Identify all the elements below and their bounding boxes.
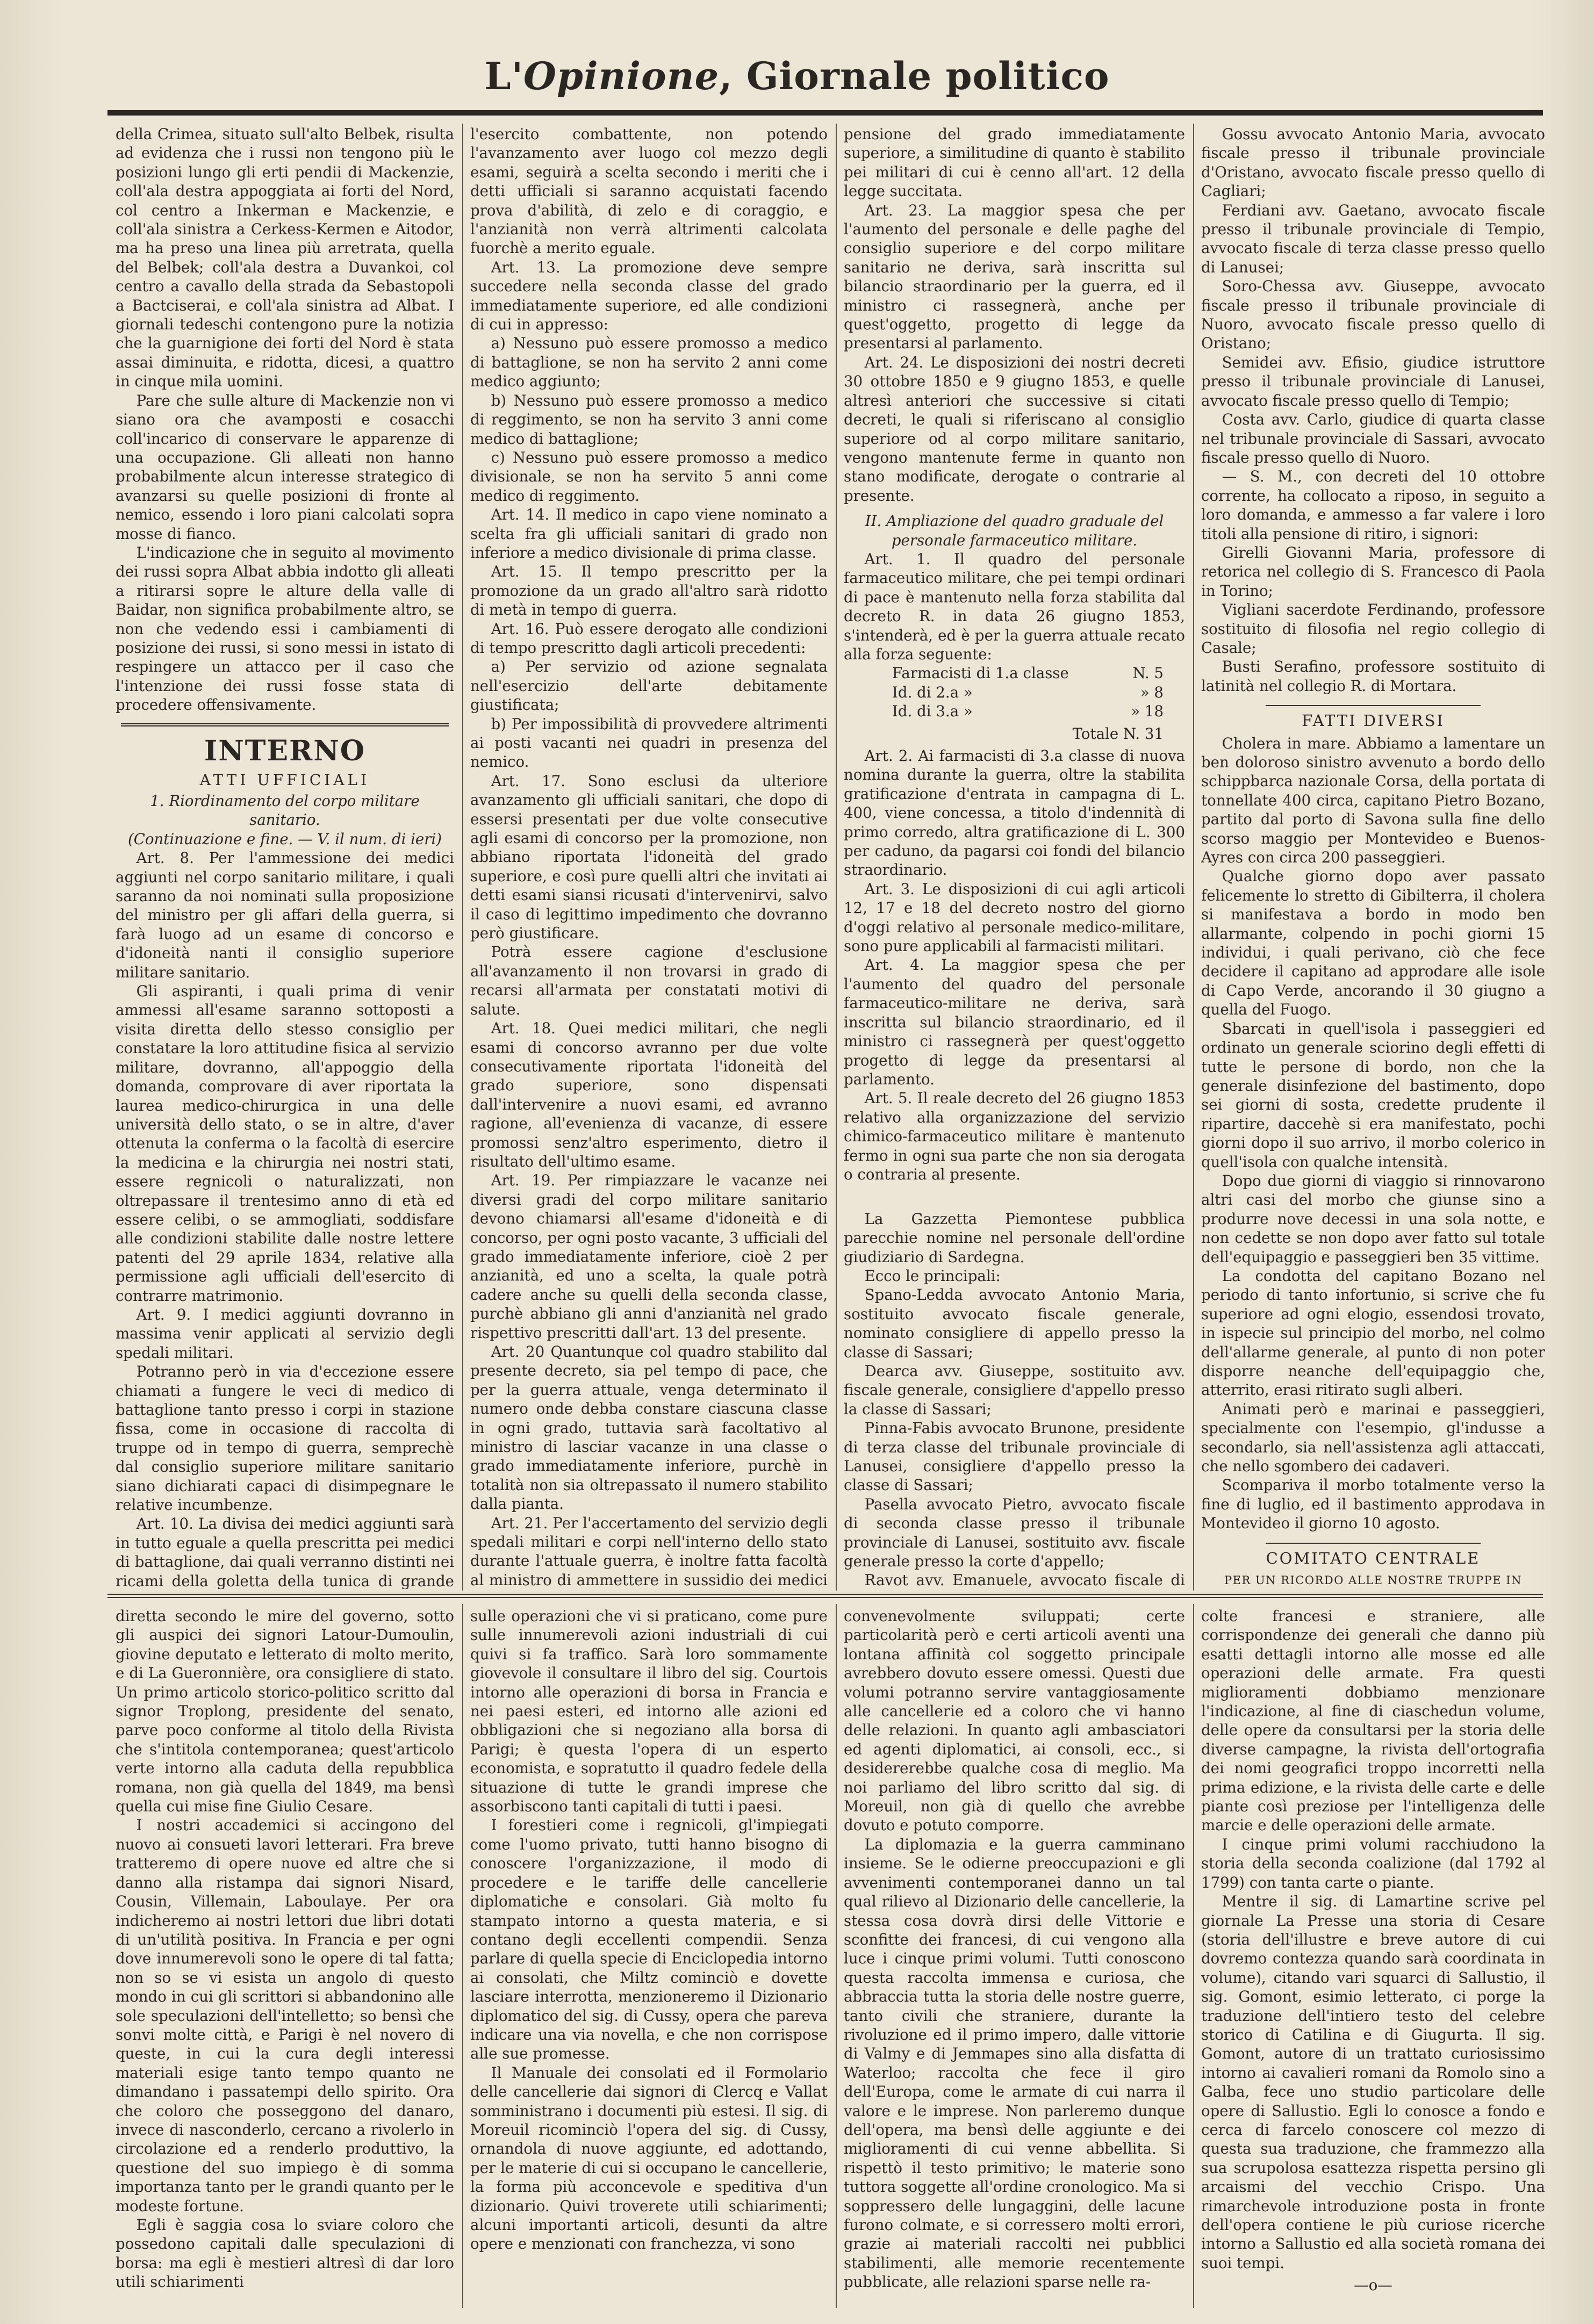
paragraph: Girelli Giovanni Maria, professore di retorica nel collegio di S. Francesco di Paola in Torino;: [1201, 543, 1545, 600]
masthead-prefix: L': [484, 54, 524, 98]
feuilleton-column-1: [116, 1607, 454, 2305]
paragraph: Egli è saggia cosa lo sviare coloro che possedono capitali dalle speculazioni di borsa: ma egli è mestieri altresì di dar loro utili schiarimenti: [116, 2216, 454, 2291]
paragraph: della Crimea, situato sull'alto Belbek, risulta ad evidenza che i russi non tengono più le posizioni lungo gli erti pendii di Mackenzie, coll'ala destra appoggiata ai forti del Nord, col centro a Inkerman e Mackenzie, e coll'ala sinistra a Cerkess-Kermen e Aitodor, ma ha preso una linea più arretrata, quella del Belbek; coll'ala destra a Duvankoi, col centro a cavallo della strada da Sebastopoli a Bactciserai, e coll'ala sinistra ad Albat. I giornali tedeschi contengono pure la notizia che la guarnigione dei forti del Nord è stata assai diminuita, e ridotta, dicesi, a quattro in cinque mila uomini.: [116, 125, 454, 391]
article: Art. 10. La divisa dei medici aggiunti sarà in tutto eguale a quella prescritta pei medici di battaglione, dai quali verranno distinti nei ricami della goletta della tunica di grande: [116, 1515, 454, 1589]
paragraph: L'indicazione che in seguito al movimento dei russi sopra Albat abbia indotto gli alleati a ritirarsi sopre le alture della valle di Baidar, non significa probabilmente altro, se non che vedendo essi i cambiamenti di posizione dei russi, si sono messi in istato di respingere un attacco per il caso che l'intenzione dei russi fosse stata di procedere offensivamente.: [116, 543, 454, 714]
separator: [844, 1187, 1185, 1206]
paragraph: b) Nessuno può essere promosso a medico di reggimento, se non ha servito 3 anni come medico di battaglione;: [470, 391, 828, 448]
section-rule: [121, 723, 449, 726]
paragraph: Art. 23. La maggior spesa che per l'aumento del personale e delle paghe del consiglio superiore e del corpo militare sanitario ne deriva, sarà inscritta sul bilancio straordinario per la guerra, ed il ministro ci rassegnerà, anche per quest'oggetto, progetto di legge da presentarsi al parlamento.: [844, 201, 1185, 352]
column-1: [116, 125, 454, 1589]
paragraph: Art. 17. Sono esclusi da ulteriore avanzamento gli ufficiali sanitari, che dopo di essersi presentati per due volte consecutive agli esami di concorso per la promozione, non abbiano riportata l'idoneità del grado superiore, e così pure quelli altri che invitati ai detti esami siansi ricusati d'intervenirvi, salvo il caso di legittimo impedimento che dovranno però giustificare.: [470, 772, 828, 942]
paragraph: Potrà essere cagione d'esclusione all'avanzamento il non trovarsi in grado di recarsi all'armata per constatati motivi di salute.: [470, 943, 828, 1018]
column-divider: [1193, 124, 1194, 1591]
paragraph: Cholera in mare. Abbiamo a lamentare un ben doloroso sinistro avvenuto a bordo dello schippbarca nazionale Corsa, della portata di tonnellate 400 circa, capitano Pietro Bozano, partito dal porto di Savona sulla fine dello scorso maggio per Montevideo e Buenos-Ayres con circa 200 passeggieri.: [1201, 734, 1545, 867]
section-rule: [1266, 705, 1481, 706]
column-4: [1201, 125, 1545, 1589]
paragraph: l'esercito combattente, non potendo l'avanzamento aver luogo col mezzo degli esami, seguirà a scelta secondo i meriti che i detti ufficiali si saranno acquistati facendo prova d'abilità, di zelo e di coraggio, e l'anzianità non verrà altrimenti calcolata fuorchè a merito eguale.: [470, 125, 828, 257]
paragraph: Ecco le principali:: [864, 1267, 1001, 1285]
column-2: [470, 125, 828, 1589]
paragraph: c) Nessuno può essere promosso a medico divisionale, se non ha servito 5 anni come medico di reggimento.: [470, 448, 828, 505]
paragraph: Art. 13. La promozione deve sempre succedere nella seconda classe del grado immediatamente superiore, ed alle condizioni di cui in appresso:: [470, 258, 828, 334]
paragraph: convenevolmente sviluppati; certe particolarità però e certi articoli aventi una lontana affinità col soggetto principale avrebbero dovuto essere omessi. Questi due volumi potranno servire vantaggiosamente alle cancellerie ed a coloro che vi hanno delle relazioni. In quanto agli ambasciatori ed agenti diplomatici, ai consoli, ecc., si desidererebbe qualche cosa di meglio. Ma noi parliamo del libro scritto dal sig. di Moreuil, non già di quello che avrebbe dovuto e potuto comporre.: [844, 1607, 1185, 1834]
paragraph: Spano-Ledda avvocato Antonio Maria, sostituito avvocato fiscale generale, nominato consigliere di appello presso la classe di Sassari;: [844, 1286, 1185, 1361]
fatti-diversi-heading: FATTI DIVERSI: [1302, 711, 1445, 730]
paragraph: I nostri accademici si accingono del nuovo ai consueti lavori letterari. Fra breve tratteremo di opere nuove ed altre che si danno alla ristampa dai signori Nisard, Cousin, Villemain, Laboulaye. Per ora indicheremo ai nostri lettori due libri dotati di un'utilità positiva. In Francia e per ogni dove innumerevoli sono le opere di tal fatta; non so se vi esista un angolo di questo mondo in cui gli scrittori si abbandonino alle sole speculazioni dell'intelletto; so bensì che sonvi molte città, e Parigi è nel novero di queste, in cui la cura degli interessi materiali esige tanto tempo quanto ne dimandano i passatempi dello spirito. Ora che coloro che posseggono del danaro, invece di nasconderlo, cercano a rivolerlo in circolazione ed a renderlo produttivo, la questione del suo impiego è di somma importanza tanto per le grandi quanto per le modeste fortune.: [116, 1816, 454, 2215]
paragraph: La condotta del capitano Bozano nel periodo di tanto infortunio, si scrive che fu superiore ad ogni elogio, essendosi trovato, in ispecie sul principio del morbo, nel colmo dell'allarme generale, al punto di non poter disporre neanche dell'equipaggio che, atterrito, erasi ritirato sugli alberi.: [1201, 1267, 1545, 1399]
paragraph: Vigliani sacerdote Ferdinando, professore sostituito di filosofia nel regio collegio di Casale;: [1201, 601, 1545, 657]
table-value: N. 5: [1132, 664, 1164, 682]
paragraph: Art. 24. Le disposizioni dei nostri decreti 30 ottobre 1850 e 9 giugno 1853, e quelle altresì anteriori che successive si citati decreti, le quali si riferiscano al consiglio superiore od al corpo militare sanitario, vengono mantenute ferme in quanto non stano modificate, derogate o contrarie al presente.: [844, 353, 1185, 505]
paragraph: Art. 15. Il tempo prescritto per la promozione da un grado all'altro sarà ridotto di metà in tempo di guerra.: [470, 563, 828, 619]
paragraph: La Gazzetta Piemontese pubblica parecchie nomine nel personale dell'ordine giudiziario di Sardegna.: [844, 1210, 1185, 1266]
paragraph: Qualche giorno dopo aver passato felicemente lo stretto di Gibilterra, il cholera si manifestava a bordo in modo ben allarmante, colpendo in pochi giorni 15 individui, i quali perivano, ciò che fece decidere il capitano ad approdare alle isole di Capo Verde, ancorando il 30 giugno a quella del Fuogo.: [1201, 867, 1545, 1019]
paragraph: Dearca avv. Giuseppe, sostituito avv. fiscale generale, consigliere d'appello presso la classe di Sassari;: [844, 1362, 1185, 1418]
paragraph: Il Manuale dei consolati ed il Formolario delle cancellerie dai signori di Clercq e Vallat somministrano i documenti più estesi. Il sig. di Moreuil ricominciò l'opera del sig. di Cussy, ornandola di nuove aggiunte, ed adottando, per le materie di cui si occupano le cancellerie, la forma più acconcevole e speditiva d'un dizionario. Quivi troverete utili schiarimenti; alcuni importanti articoli, desunti da altre opere e menzionati con franchezza, vi sono: [470, 2063, 828, 2253]
section-title-interno: INTERNO: [204, 734, 366, 767]
paragraph: Ravot avv. Emanuele, avvocato fiscale di: [864, 1571, 1185, 1589]
paragraph: Scompariva il morbo totalmente verso la fine di luglio, ed il bastimento approdava in Montevideo il giorno 10 agosto.: [1201, 1476, 1545, 1532]
paragraph: Pare che sulle alture di Mackenzie non vi siano ora che avamposti e cosacchi coll'incarico di conservare le apparenze di una occupazione. Gli alleati non hanno probabilmente alcun interesse strategico di avanzarsi su quelle posizioni di fronte al nemico, essendo i loro piani calcolati sopra mosse di fianco.: [116, 391, 454, 543]
table-row: [844, 702, 1185, 721]
column-divider: [462, 124, 463, 1591]
paragraph: Art. 16. Può essere derogato alle condizioni di tempo prescritto dagli articoli precedenti:: [470, 620, 828, 657]
paragraph: Art. 19. Per rimpiazzare le vacanze nei diversi gradi del corpo militare sanitario devono chiamarsi all'esame d'idoneità e di concorso, per ogni posto vacante, 3 ufficiali del grado immediatamente inferiore, cioè 2 per anzianità, ed uno a scelta, la quale potrà cadere anche su quelli della seconda classe, purchè abbiano gli anni d'anzianità nel grado rispettivo prescritti dall'art. 13 del presente.: [470, 1171, 828, 1342]
article: Art. 2. Ai farmacisti di 3.a classe di nuova nomina durante la guerra, oltre la stabilita gratificazione d'entrata in campagna di L. 400, viene concessa, a titolo d'indennità di primo corredo, altra gratificazione di L. 300 per caduno, da pagarsi coi fondi del bilancio straordinario.: [844, 747, 1185, 879]
section-rule: [1266, 1543, 1481, 1544]
masthead-suffix: , Giornale politico: [719, 54, 1110, 98]
column-divider: [836, 1604, 837, 2308]
article: Potranno però in via d'eccezione essere chiamati a fungere le veci di medico di battaglione tanto presso i corpi in stazione fissa, come in occasione di raccolta di truppe od in tempo di guerra, semprechè dal consiglio superiore militare sanitario siano dichiarati capaci di disimpegnare le relative incumbenze.: [116, 1363, 454, 1514]
paragraph: — S. M., con decreti del 10 ottobre corrente, ha collocato a riposo, in seguito a loro domanda, e ammesso a far valere i loro titoli alla pensione di ritiro, i signori:: [1201, 467, 1545, 543]
table-total: Totale N. 31: [1072, 724, 1164, 743]
paragraph: Mentre il sig. di Lamartine scrive pel giornale La Presse una storia di Cesare (storia dell'illustre e breve autore di cui dovremo contezza quando sarà coordinata in volume), citando vari squarci di Sallustio, il sig. Gomont, esimio letterato, ci porge la traduzione dell'intiero testo del celebre storico di Catilina e di Giugurta. Il sig. Gomont, autore di un trattato curiosissimo intorno ai cavalieri romani da Romolo sino a Galba, fece uno studio particolare delle opere di Sallustio. Egli lo conosce a fondo e cerca di farcelo conoscere col mezzo di questa sua traduzione, che frammezzo alla sua scrupolosa esattezza rispetta persino gli arcaismi del vecchio Crispo. Una rimarchevole introduzione posta in fronte dell'opera contiene le più curiose ricerche intorno a Sallustio ed alla società romana dei suoi tempi.: [1201, 1893, 1545, 2272]
table-label: Farmacisti di 1.a classe: [892, 664, 1069, 682]
masthead-opinione: Opinione: [523, 54, 720, 98]
paragraph: pensione del grado immediatamente superiore, a similitudine di quanto è stabilito pei militari di cui è cenno all'art. 12 della legge succitata.: [844, 125, 1185, 200]
paragraph: Art. 1. Il quadro del personale farmaceutico militare, che pei tempi ordinari di pace è mantenuto nella forza stabilita dal decreto R. in data 26 giugno 1853, s'intenderà, ed è per la guerra attuale recato alla forza seguente:: [844, 550, 1185, 663]
masthead: [0, 54, 1594, 107]
paragraph: a) Per servizio od azione segnalata nell'esercizio dell'arte debitamente giustificata;: [470, 658, 828, 714]
paragraph: Art. 20 Quantunque col quadro stabilito dal presente decreto, sia pel tempo di pace, che per la guerra attuale, venga determinato il numero onde debba constare ciascuna classe in ogni grado, tuttavia sarà facoltativo al ministro di lasciar vacanze in una classe o grado immediatamente inferiore, purchè in totalità non sia oltrepassato il numero stabilito dalla pianta.: [470, 1343, 828, 1513]
paragraph: a) Nessuno può essere promosso a medico di battaglione, se non ha servito 2 anni come medico aggiunto;: [470, 334, 828, 391]
paragraph: Sbarcati in quell'isola i passeggieri ed ordinato un generale sciorino degli effetti di tutte le persone di bordo, non che la generale disinfezione del bastimento, dopo sei giorni di sosta, credette prudente il ripartire, daccehè si era manifestato, pochi giorni dopo il suo arrivo, il morbo colerico in quell'isola con qualche intensità.: [1201, 1019, 1545, 1171]
paragraph: Art. 21. Per l'accertamento del servizio degli spedali militari e corpi nell'interno dello stato durante l'attuale guerra, è inoltre fatta facoltà al ministro di ammettere in sussidio dei medici: [470, 1514, 828, 1589]
paragraph: I forestieri come i regnicoli, gl'impiegati come l'uomo privato, tutti hanno bisogno di conoscere l'organizzazione, il modo di procedere e le tariffe delle cancellerie diplomatiche e consolari. Già molto fu stampato intorno a questa materia, e si contano degli eccellenti compendii. Senza parlare di quella specie di Enciclopedia intorno ai consolati, che Miltz cominciò e dovette lasciare interrotta, menzioneremo il Dizionario diplomatico del sig. di Cussy, opera che pareva indicare una via novella, e che non corrispose alle sue promesse.: [470, 1816, 828, 2063]
subsection-title: 1. Riordinamento del corpo militare sanitario.: [150, 792, 420, 829]
table-label: Id. di 2.a »: [892, 683, 973, 701]
end-mark: —o—: [1354, 2276, 1392, 2294]
paragraph: Ferdiani avv. Gaetano, avvocato fiscale presso il tribunale provinciale di Tempio, avvocato fiscale di terza classe presso quello di Lanusei;: [1201, 201, 1545, 276]
masthead-rule: [107, 110, 1543, 116]
paragraph: Busti Serafino, professore sostituito di latinità nel collegio R. di Mortara.: [1201, 658, 1545, 695]
feuilleton-column-2: [470, 1607, 828, 2305]
feuilleton-rule: [107, 1597, 1543, 1598]
paragraph: sulle operazioni che vi si praticano, come pure sulle innumerevoli azioni industriali di cui quivi si fa traffico. Sarà loro sommamente giovevole il consultare il libro del sig. Courtois intorno alle operazioni di borsa in Francia e nei paesi esteri, ed intorno alle azioni ed obbligazioni che si negoziano alla borsa di Parigi; è questa l'opera di un esperto economista, e sopratutto il quadro fedele della situazione di tutte le grandi imprese che assorbiscono tanti capitali di tutti i paesi.: [470, 1607, 828, 1816]
paragraph: La diplomazia e la guerra camminano insieme. Se le odierne preoccupazioni e gli avvenimenti contemporanei danno un tal qual rilievo al Dizionario delle cancellerie, la stessa cosa dovrà dirsi delle Vittorie e sconfitte dei francesi, di cui vengono alla luce i cinque primi volumi. Tutti conoscono questa raccolta immensa e curiosa, che abbraccia tutta la storia delle nostre guerre, tanto civili che straniere, durante la rivoluzione ed il primo impero, dalle vittorie di Valmy e di Jemmapes sino alla disfatta di Waterloo; raccolta che fece il giro dell'Europa, come le armate di cui narra il valore e le imprese. Non parleremo dunque dell'opera, ma bensì delle aggiunte e dei miglioramenti di cui venne abbellita. Si rispettò il testo primitivo; le materie sono tuttora soggette all'ordine cronologico. Ma si soppressero delle lungaggini, delle lacune furono colmate, e si corressero molti errori, grazie ai materiali raccolti nei pubblici stabilimenti, alle memorie recentemente pubblicate, alle relazioni sparse nelle ra-: [844, 1835, 1185, 2291]
feuilleton-rule: [107, 1594, 1543, 1595]
article: Art. 5. Il reale decreto del 26 giugno 1853 relativo alla organizzazione del servizio chimico-farmaceutico militare è mantenuto fermo in ogni sua parte che non sia derogata o contraria al presente.: [844, 1089, 1185, 1183]
table-label: Id. di 3.a »: [892, 702, 973, 721]
column-divider: [462, 1604, 463, 2308]
paragraph: b) Per impossibilità di provvedere altrimenti ai posti vacanti nei quadri in presenza del nemico.: [470, 715, 828, 771]
article: Art. 8. Per l'ammessione dei medici aggiunti nel corpo sanitario militare, i quali saranno da noi nominati sulla proposizione del ministro per gli affari della guerra, si farà luogo ad un esame di concorso e d'idoneità nanti il consiglio superiore militare sanitario.: [116, 849, 454, 981]
atti-ufficiali-heading: ATTI UFFICIALI: [199, 771, 370, 789]
table-value: » 18: [1131, 702, 1164, 721]
continuation-note: (Continuazione e fine. — V. il num. di ieri): [127, 830, 442, 848]
paragraph: Art. 14. Il medico in capo viene nominato a scelta fra gli ufficiali sanitari di grado non inferiore a medico divisionale di prima classe.: [470, 506, 828, 562]
paragraph: Soro-Chessa avv. Giuseppe, avvocato fiscale presso il tribunale provinciale di Nuoro, avvocato fiscale presso quello di Oristano;: [1201, 277, 1545, 352]
feuilleton-column-4: [1201, 1607, 1545, 2305]
paragraph: colte francesi e straniere, alle corrispondenze dei generali che danno più esatti dettagli intorno alle mosse ed alle operazioni delle armate. Fra questi miglioramenti dobbiamo menzionare l'indicazione, al fine di ciaschedun volume, delle opere da consultarsi per la storia delle diverse campagne, la rivista dell'ortografia dei nomi geografici troppo incorretti nella prima edizione, e la rivista delle carte e delle piante così preziose per l'intelligenza delle marcie e delle operazioni delle armate.: [1201, 1607, 1545, 1834]
comitato-centrale-heading: COMITATO CENTRALE: [1266, 1549, 1481, 1567]
paragraph: Dopo due giorni di viaggio si rinnovarono altri casi del morbo che giunse sino a produrre nove decessi in una sola notte, e non cedette se non dopo aver fatto sul totale dell'equipaggio e passeggieri ben 35 vittime.: [1201, 1171, 1545, 1266]
paragraph: diretta secondo le mire del governo, sotto gli auspici dei signori Latour-Dumoulin, giovine deputato e letterato di molto merito, e di La Gueronnière, ora consigliere di stato. Un primo articolo storico-politico scritto dal signor Troplong, presidente del senato, parve poco conforme al titolo della Rivista che s'intitola contemporanea; quest'articolo verte intorno alla caduta della repubblica romana, non già quella del 1849, ma bensì quella cui mise fine Giulio Cesare.: [116, 1607, 454, 1816]
paragraph: Gossu avvocato Antonio Maria, avvocato fiscale presso il tribunale provinciale d'Oristano, avvocato fiscale presso quello di Cagliari;: [1201, 125, 1545, 200]
paragraph: Pinna-Fabis avvocato Brunone, presidente di terza classe del tribunale provinciale di Lanusei, consigliere d'appello presso la classe di Sassari;: [844, 1419, 1185, 1494]
table-value: » 8: [1140, 683, 1164, 701]
subsection-title: II. Ampliazione del quadro graduale del personale farmaceutico militare.: [865, 512, 1164, 549]
column-divider: [836, 124, 837, 1591]
paragraph: Semidei avv. Efisio, giudice istruttore presso il tribunale provinciale di Lanusei, avvocato fiscale presso quello di Tempio;: [1201, 353, 1545, 409]
paragraph: Pasella avvocato Pietro, avvocato fiscale di seconda classe presso il tribunale provinciale di Lanusei, sostituito avv. fiscale generale presso la corte d'appello;: [844, 1495, 1185, 1571]
paragraph: I cinque primi volumi racchiudono la storia della seconda coalizione (dal 1792 al 1799) con tanta carte o piante.: [1201, 1835, 1545, 1891]
article: Art. 9. I medici aggiunti dovranno in massima venir applicati al servizio degli spedali militari.: [116, 1305, 454, 1362]
feuilleton-column-3: [844, 1607, 1185, 2305]
column-3: [844, 125, 1185, 1589]
paragraph: Animati però e marinai e passeggieri, specialmente con l'esempio, gl'indusse a secondarlo, sia nell'assistenza agli attaccati, che nello sgombero dei cadaveri.: [1201, 1400, 1545, 1476]
article: Gli aspiranti, i quali prima di venir ammessi all'esame saranno sottoposti a visita diretta dello stesso consiglio per constatare la loro attitudine fisica al servizio militare, dovranno, all'appoggio della domanda, comprovare di aver riportata la laurea medico-chirurgica in una delle università dello stato, o se in altre, d'aver ottenuta la conferma o la facoltà di esercire la medicina e la chirurgia nei nostri stati, essere regnicoli o naturalizzati, non oltrepassare il trentesimo anno di età ed essere celibi, o se ammogliati, soddisfare alle condizioni stabilite dalle nostre lettere patenti del 29 aprile 1834, relative alla permissione agli ufficiali dell'esercito di contrarre matrimonio.: [116, 982, 454, 1305]
table-row: [844, 664, 1185, 682]
paragraph: Art. 18. Quei medici militari, che negli esami di concorso avranno per due volte consecutivamente riportata l'idoneità del grado superiore, sono dispensati dall'intervenire a nuovi esami, ed avranno ragione, all'evenienza di vacanze, di essere promossi senz'altro esperimento, dietro il risultato dell'ultimo esame.: [470, 1019, 828, 1170]
article: Art. 3. Le disposizioni di cui agli articoli 12, 17 e 18 del decreto nostro del giorno d'oggi relativo al personale medico-militare, sono pure applicabili al farmacisti militari.: [844, 880, 1185, 955]
column-divider: [1193, 1604, 1194, 2308]
table-row: [844, 683, 1185, 702]
paragraph: Costa avv. Carlo, giudice di quarta classe nel tribunale provinciale di Sassari, avvocato fiscale presso quello di Nuoro.: [1201, 411, 1545, 466]
article: Art. 4. La maggior spesa che per l'aumento del quadro del personale farmaceutico-militare ne deriva, sarà inscritta sul bilancio straordinario, ed il ministro ci rassegnerà per quest'oggetto progetto di legge da presentarsi al parlamento.: [844, 956, 1185, 1088]
comitato-subheading: PER UN RICORDO ALLE NOSTRE TRUPPE IN: [1224, 1574, 1522, 1587]
